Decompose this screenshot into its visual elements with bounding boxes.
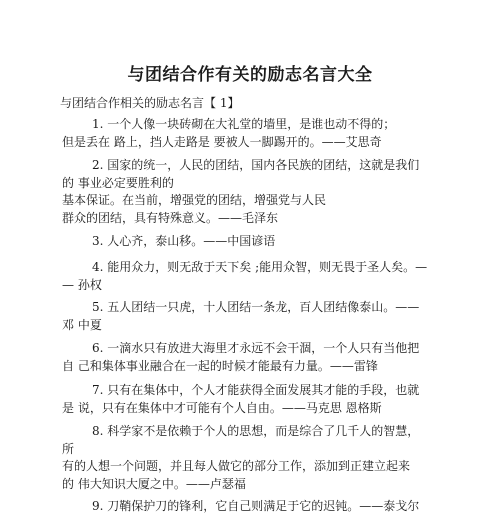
quote-4	[62, 259, 442, 294]
quote-line: 5. 五人团结一只虎，十人团结一条龙，百人团结像泰山。——	[92, 300, 420, 314]
quote-line: 8. 科学家不是依赖于个人的思想，而是综合了几千人的智慧，	[92, 424, 420, 438]
quote-line: 4. 能用众力，则无敌于天下矣 ;能用众智，则无畏于圣人矣。—	[92, 260, 428, 274]
quote-line: 所	[62, 441, 75, 456]
quote-line: 是 说，只有在集体中才可能有个人自由。——马克思 恩格斯	[62, 400, 382, 415]
document-title: 与团结合作有关的励志名言大全	[127, 65, 373, 85]
quote-3	[62, 233, 442, 251]
quote-line: 但是丢在 路上，挡人走路是 要被人一脚踢开的。——艾思奇	[62, 134, 382, 149]
quote-line: 7. 只有在集体中，个人才能获得全面发展其才能的手段，也就	[92, 383, 420, 397]
quote-line: 的 伟大知识大厦之中。——卢瑟福	[62, 476, 246, 491]
quote-6	[62, 340, 442, 375]
quote-line: 自 己和集体事业融合在一起的时候才能最有力量。——雷锋	[62, 358, 378, 373]
quote-7	[62, 382, 442, 417]
quote-line: 9. 刀鞘保护刀的锋利，它自己则满足于它的迟钝。——泰戈尔	[92, 499, 420, 513]
quote-2	[62, 157, 442, 227]
quote-line: 6. 一滴水只有放进大海里才永远不会干涸，一个人只有当他把	[92, 341, 420, 355]
quote-5	[62, 299, 442, 334]
quote-line: 有的人想一个问题，并且每人做它的部分工作，添加到正建立起来	[62, 459, 411, 473]
quote-line: 的 事业必定要胜利的	[62, 175, 174, 190]
quote-line: 1. 一个人像一块砖砌在大礼堂的墙里，是谁也动不得的；	[92, 117, 396, 131]
quote-line: — 孙权	[62, 277, 102, 292]
quote-line: 3. 人心齐，泰山移。——中国谚语	[92, 234, 276, 248]
quote-8	[62, 423, 442, 493]
quote-line: 群众的团结，具有特殊意义。——毛泽东	[62, 210, 279, 225]
quote-line: 2. 国家的统一，人民的团结，国内各民族的团结，这就是我们	[92, 158, 420, 172]
quote-line: 邓 中夏	[62, 317, 102, 332]
quote-line: 基本保证。在当前，增强党的团结，增强党与人民	[62, 193, 327, 207]
quote-9	[62, 498, 442, 516]
document-subtitle: 与团结合作相关的励志名言【 1】	[60, 96, 240, 110]
quote-1	[62, 116, 442, 151]
